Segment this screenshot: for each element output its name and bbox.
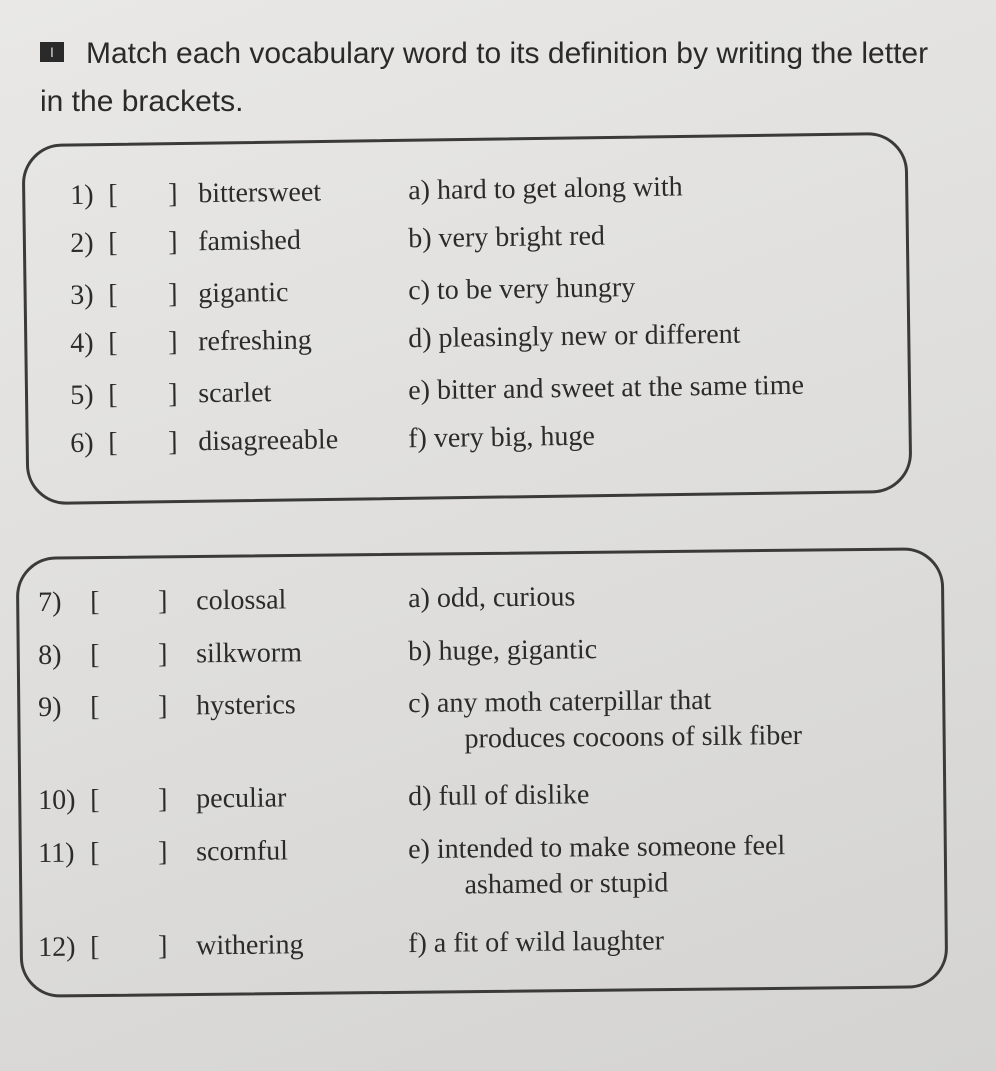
vocab-word: scarlet [198, 377, 272, 410]
answer-bracket-close: ] [158, 783, 168, 815]
definition-letter: b) [408, 635, 432, 668]
definition-text: intended to make someone feel [436, 830, 786, 865]
answer-bracket-open: [ [108, 379, 118, 411]
definition-letter: f) [408, 927, 427, 960]
vocab-word: bittersweet [198, 176, 322, 210]
definition-text: odd, curious [436, 581, 576, 614]
vocab-word: colossal [196, 584, 287, 617]
item-number: 1) [70, 179, 94, 211]
vocab-word: gigantic [198, 276, 289, 310]
instructions [40, 30, 940, 126]
answer-bracket-close: ] [158, 836, 168, 868]
answer-bracket-close: ] [158, 638, 168, 670]
answer-bracket-open: [ [90, 784, 100, 816]
answer-bracket-close: ] [168, 378, 178, 410]
item-number: 11) [38, 837, 75, 869]
definition-letter: b) [407, 222, 432, 255]
vocab-word: silkworm [196, 637, 303, 670]
vocab-word: scornful [196, 835, 289, 868]
section-badge: I [40, 42, 64, 62]
definition-text-line2: produces cocoons of silk fiber [464, 720, 803, 755]
answer-bracket-close: ] [168, 426, 178, 458]
answer-bracket-close: ] [168, 326, 178, 358]
definition-letter: d) [408, 780, 432, 813]
definition [408, 923, 664, 962]
definition-text: full of dislike [438, 779, 590, 812]
definition [408, 368, 804, 410]
definition [408, 419, 595, 458]
definition [408, 169, 683, 209]
definition [408, 579, 576, 617]
definition-text: very bright red [438, 220, 606, 254]
definition [408, 270, 636, 309]
item-number: 10) [38, 784, 76, 816]
answer-bracket-close: ] [168, 178, 178, 210]
vocab-word: hysterics [196, 689, 296, 722]
definition [408, 219, 605, 258]
answer-bracket-open: [ [90, 639, 100, 671]
item-number: 2) [70, 227, 94, 259]
answer-bracket-open: [ [108, 227, 118, 259]
definition [408, 777, 590, 815]
answer-bracket-open: [ [108, 327, 118, 359]
item-number: 7) [38, 586, 62, 618]
definition [408, 828, 786, 904]
item-number: 12) [38, 931, 76, 963]
answer-bracket-open: [ [108, 179, 118, 211]
definition-text: bitter and sweet at the same time [436, 369, 805, 406]
definition-letter: a) [407, 174, 431, 207]
item-number: 3) [70, 279, 94, 311]
definition-letter: e) [407, 374, 431, 407]
item-number: 9) [38, 691, 62, 723]
vocab-word: refreshing [198, 324, 312, 358]
definition-text: to be very hungry [436, 272, 636, 306]
vocab-word: withering [196, 929, 304, 962]
definition-text: a fit of wild laughter [433, 925, 665, 959]
item-number: 6) [70, 427, 94, 459]
item-number: 8) [38, 639, 62, 671]
definition-text: pleasingly new or different [438, 318, 741, 354]
definition-text: very big, huge [433, 420, 596, 454]
item-number: 5) [70, 379, 94, 411]
definition-letter: e) [408, 833, 431, 866]
definition-letter: a) [408, 582, 431, 615]
vocab-word: famished [198, 224, 302, 258]
vocab-word: peculiar [196, 782, 287, 815]
definition-text: hard to get along with [436, 171, 683, 206]
definition [408, 632, 597, 670]
answer-bracket-open: [ [108, 279, 118, 311]
definition [408, 317, 741, 358]
answer-bracket-close: ] [158, 690, 168, 722]
definition [408, 682, 802, 758]
answer-bracket-open: [ [90, 931, 100, 963]
vocab-word: disagreeable [198, 424, 339, 458]
instruction-text: Match each vocabulary word to its definition by writing the letter in the brackets. [40, 37, 929, 118]
definition-letter: c) [408, 687, 431, 720]
answer-bracket-open: [ [90, 691, 100, 723]
answer-bracket-close: ] [158, 930, 168, 962]
answer-bracket-open: [ [90, 837, 100, 869]
answer-bracket-close: ] [168, 226, 178, 258]
definition-letter: d) [407, 322, 432, 355]
answer-bracket-close: ] [158, 585, 168, 617]
definition-letter: f) [407, 423, 428, 455]
definition-text: any moth caterpillar that [436, 684, 712, 719]
item-number: 4) [70, 327, 94, 359]
definition-letter: c) [407, 274, 431, 307]
answer-bracket-close: ] [168, 278, 178, 310]
answer-bracket-open: [ [90, 586, 100, 618]
definition-text: huge, gigantic [438, 634, 598, 667]
definition-text-line2: ashamed or stupid [464, 867, 669, 901]
answer-bracket-open: [ [108, 427, 118, 459]
